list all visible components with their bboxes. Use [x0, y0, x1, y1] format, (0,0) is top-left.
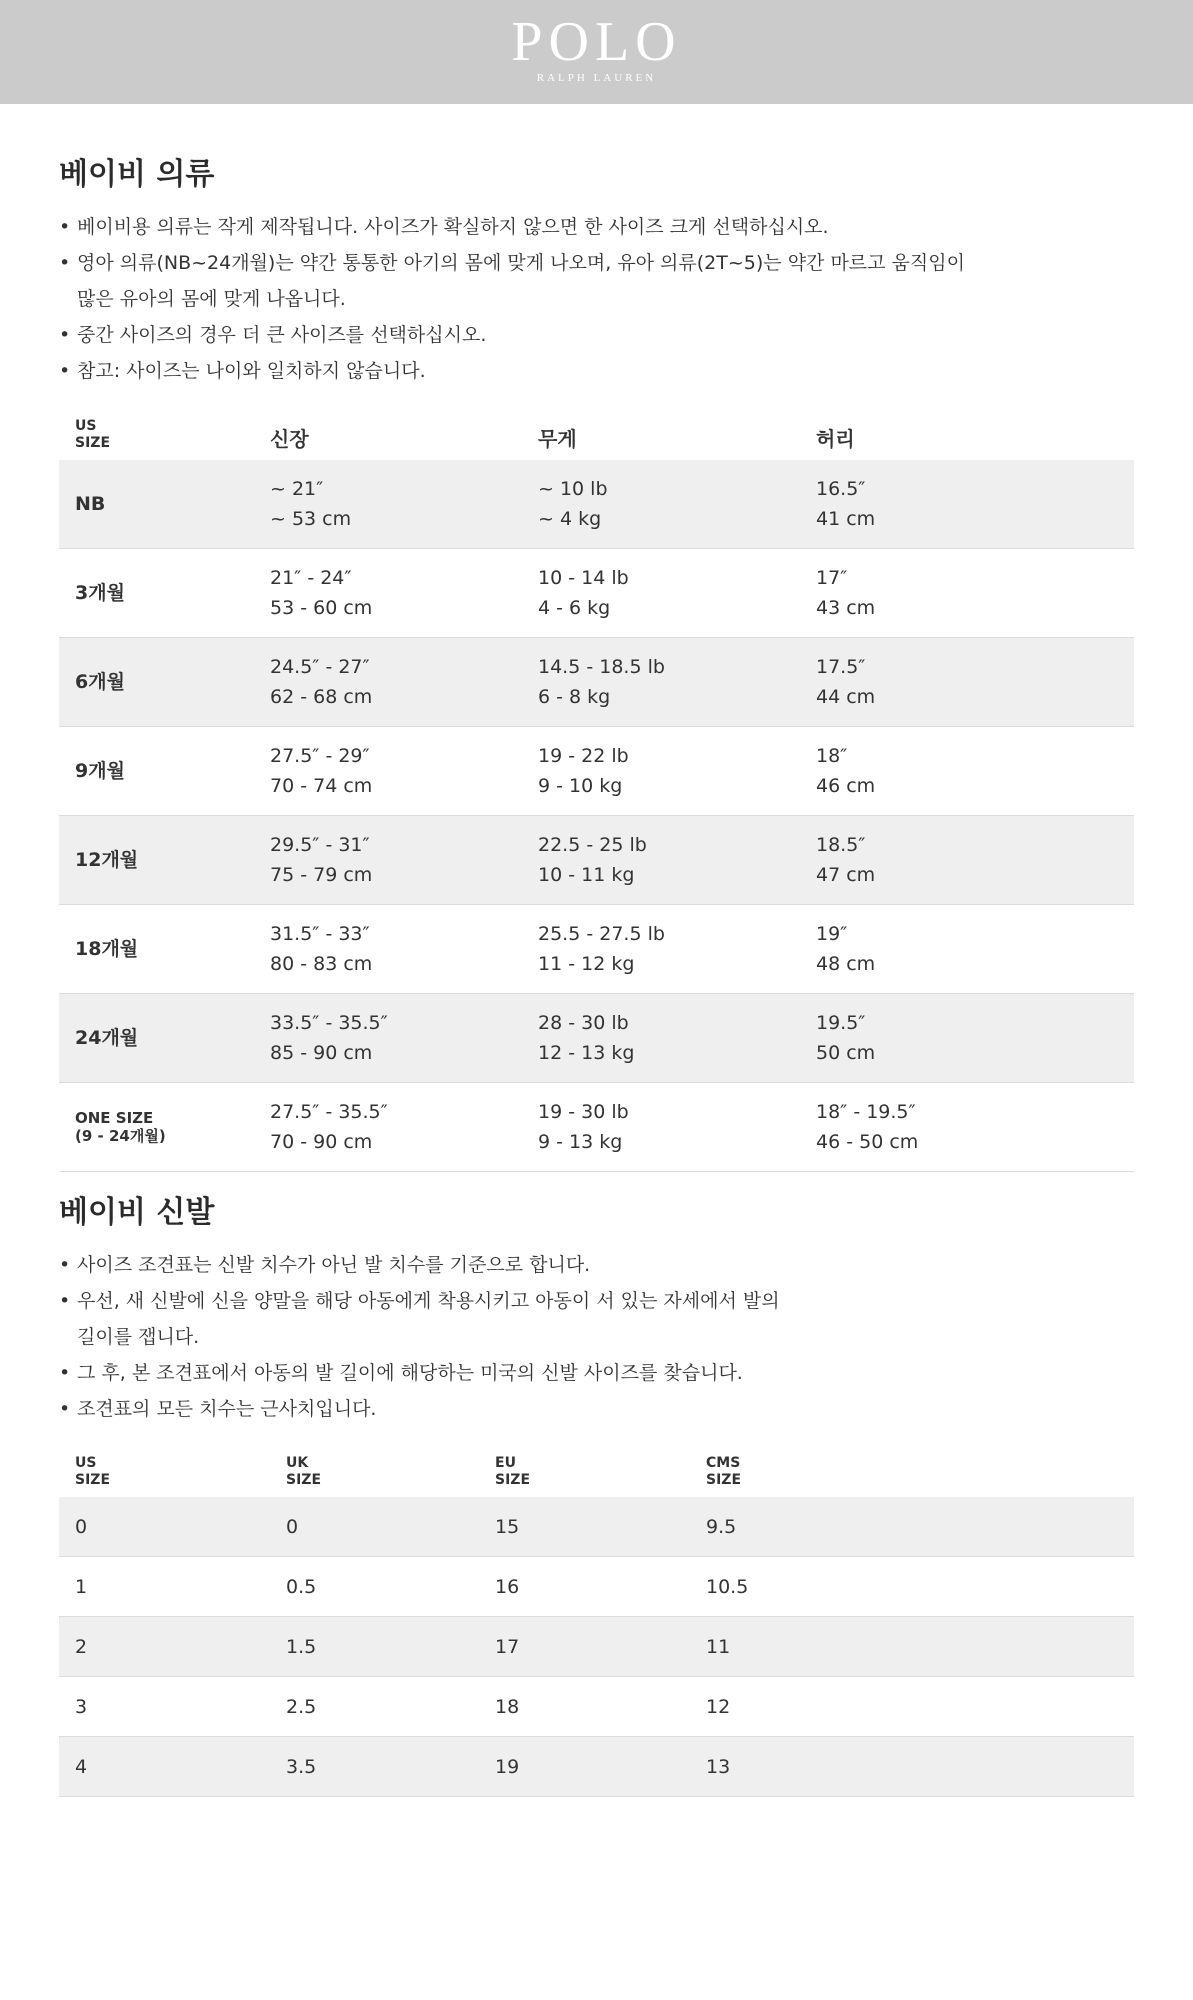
shoe-size-table-wrap: [59, 1455, 1134, 1797]
table-row: [59, 549, 1134, 638]
section-title: 베이비 신발: [59, 1195, 215, 1230]
size-cell: 3개월: [75, 582, 125, 604]
section-title: 베이비 의류: [59, 157, 215, 192]
note-item: • 참고: 사이즈는 나이와 일치하지 않습니다.: [59, 353, 1134, 389]
clothing-notes: [59, 209, 1134, 389]
note-item: • 조견표의 모든 치수는 근사치입니다.: [59, 1391, 1134, 1427]
table-row: [59, 1677, 1134, 1737]
table-header-row: [59, 418, 1134, 460]
uk-size-cell: 1.5: [270, 1617, 479, 1677]
table-row: [59, 460, 1134, 549]
header-weight: 무게: [538, 427, 577, 451]
eu-size-cell: 18: [495, 1695, 520, 1718]
weight-cell: 22.5 - 25 lb 10 - 11 kg: [522, 816, 800, 905]
note-item: • 그 후, 본 조견표에서 아동의 발 길이에 해당하는 미국의 신발 사이즈를 찾습니다.: [59, 1355, 1134, 1391]
table-row: [59, 727, 1134, 816]
header-us-size: US SIZE: [75, 1455, 111, 1488]
uk-size-cell: 3.5: [270, 1737, 479, 1797]
table-row: [59, 905, 1134, 994]
weight-cell: 14.5 - 18.5 lb 6 - 8 kg: [522, 638, 800, 727]
height-cell: 29.5″ - 31″ 75 - 79 cm: [254, 816, 522, 905]
baby-shoes-section: [59, 1193, 1134, 1427]
table-row: [59, 994, 1134, 1083]
clothing-size-table: [59, 418, 1134, 1172]
cms-size-cell: 13: [690, 1737, 1134, 1797]
us-size-cell: 1: [75, 1575, 88, 1598]
header-cms-size: CMS SIZE: [706, 1455, 742, 1488]
size-cell: NB: [59, 460, 254, 549]
eu-size-cell: 17: [479, 1617, 690, 1677]
shoe-size-table: [59, 1455, 1134, 1797]
weight-cell: 28 - 30 lb 12 - 13 kg: [522, 994, 800, 1083]
eu-size-cell: 16: [495, 1575, 520, 1598]
waist-cell: 18.5″ 47 cm: [800, 816, 1134, 905]
cms-size-cell: 12: [706, 1695, 731, 1718]
header-height: 신장: [270, 427, 309, 451]
size-cell: 9개월: [75, 760, 125, 782]
us-size-cell: 4: [59, 1737, 270, 1797]
table-row: [59, 1557, 1134, 1617]
height-cell: 33.5″ - 35.5″ 85 - 90 cm: [254, 994, 522, 1083]
weight-cell: 10 - 14 lb 4 - 6 kg: [538, 567, 629, 619]
waist-cell: 18″ 46 cm: [816, 745, 876, 797]
note-item: • 우선, 새 신발에 신을 양말을 해당 아동에게 착용시키고 아동이 서 있는 자세에서 발의 길이를 잽니다.: [59, 1283, 1134, 1355]
table-row: [59, 1497, 1134, 1557]
note-item: • 사이즈 조견표는 신발 치수가 아닌 발 치수를 기준으로 합니다.: [59, 1247, 1134, 1283]
waist-cell: 19.5″ 50 cm: [800, 994, 1134, 1083]
waist-cell: 17″ 43 cm: [816, 567, 876, 619]
height-cell: 24.5″ - 27″ 62 - 68 cm: [254, 638, 522, 727]
header-eu-size: EU SIZE: [495, 1455, 531, 1488]
waist-cell: 16.5″ 41 cm: [800, 460, 1134, 549]
waist-cell: 18″ - 19.5″ 46 - 50 cm: [816, 1101, 919, 1153]
cms-size-cell: 11: [690, 1617, 1134, 1677]
table-row: [59, 1737, 1134, 1797]
size-cell: 6개월: [59, 638, 254, 727]
note-item: • 중간 사이즈의 경우 더 큰 사이즈를 선택하십시오.: [59, 317, 1134, 353]
baby-clothing-section: [59, 155, 1134, 389]
uk-size-cell: 2.5: [286, 1695, 317, 1718]
size-cell: 18개월: [75, 938, 139, 960]
weight-cell: 25.5 - 27.5 lb 11 - 12 kg: [538, 923, 665, 975]
height-cell: 27.5″ - 29″ 70 - 74 cm: [270, 745, 373, 797]
height-cell: 31.5″ - 33″ 80 - 83 cm: [270, 923, 373, 975]
uk-size-cell: 0: [270, 1497, 479, 1557]
us-size-cell: 2: [59, 1617, 270, 1677]
cms-size-cell: 9.5: [690, 1497, 1134, 1557]
weight-cell: ~ 10 lb ~ 4 kg: [522, 460, 800, 549]
weight-cell: 19 - 22 lb 9 - 10 kg: [538, 745, 629, 797]
brand-header: [0, 0, 1193, 104]
logo-subtitle: RALPH LAUREN: [536, 72, 657, 84]
table-header-row: [59, 1455, 1134, 1497]
us-size-cell: 3: [75, 1695, 88, 1718]
size-cell: 24개월: [59, 994, 254, 1083]
height-cell: 27.5″ - 35.5″ 70 - 90 cm: [270, 1101, 388, 1153]
cms-size-cell: 10.5: [706, 1575, 749, 1598]
table-row: [59, 638, 1134, 727]
table-row: [59, 1617, 1134, 1677]
header-us-size: US SIZE: [75, 418, 111, 451]
header-waist: 허리: [816, 427, 855, 451]
clothing-size-table-wrap: [59, 418, 1134, 1172]
polo-logo: [0, 11, 1193, 84]
waist-cell: 19″ 48 cm: [816, 923, 876, 975]
header-uk-size: UK SIZE: [286, 1455, 322, 1488]
eu-size-cell: 15: [479, 1497, 690, 1557]
height-cell: 21″ - 24″ 53 - 60 cm: [270, 567, 373, 619]
logo-wordmark: POLO: [511, 11, 682, 73]
waist-cell: 17.5″ 44 cm: [800, 638, 1134, 727]
note-item: • 베이비용 의류는 작게 제작됩니다. 사이즈가 확실하지 않으면 한 사이즈 크게 선택하십시오.: [59, 209, 1134, 245]
eu-size-cell: 19: [479, 1737, 690, 1797]
weight-cell: 19 - 30 lb 9 - 13 kg: [538, 1101, 629, 1153]
shoes-notes: [59, 1247, 1134, 1427]
uk-size-cell: 0.5: [286, 1575, 317, 1598]
height-cell: ~ 21″ ~ 53 cm: [254, 460, 522, 549]
size-cell: ONE SIZE (9 - 24개월): [75, 1109, 166, 1145]
us-size-cell: 0: [59, 1497, 270, 1557]
table-row: [59, 1083, 1134, 1172]
size-cell: 12개월: [59, 816, 254, 905]
note-item: • 영아 의류(NB~24개월)는 약간 통통한 아기의 몸에 맞게 나오며, 유아 의류(2T~5)는 약간 마르고 움직임이 많은 유아의 몸에 맞게 나옵니다.: [59, 245, 1134, 317]
table-row: [59, 816, 1134, 905]
